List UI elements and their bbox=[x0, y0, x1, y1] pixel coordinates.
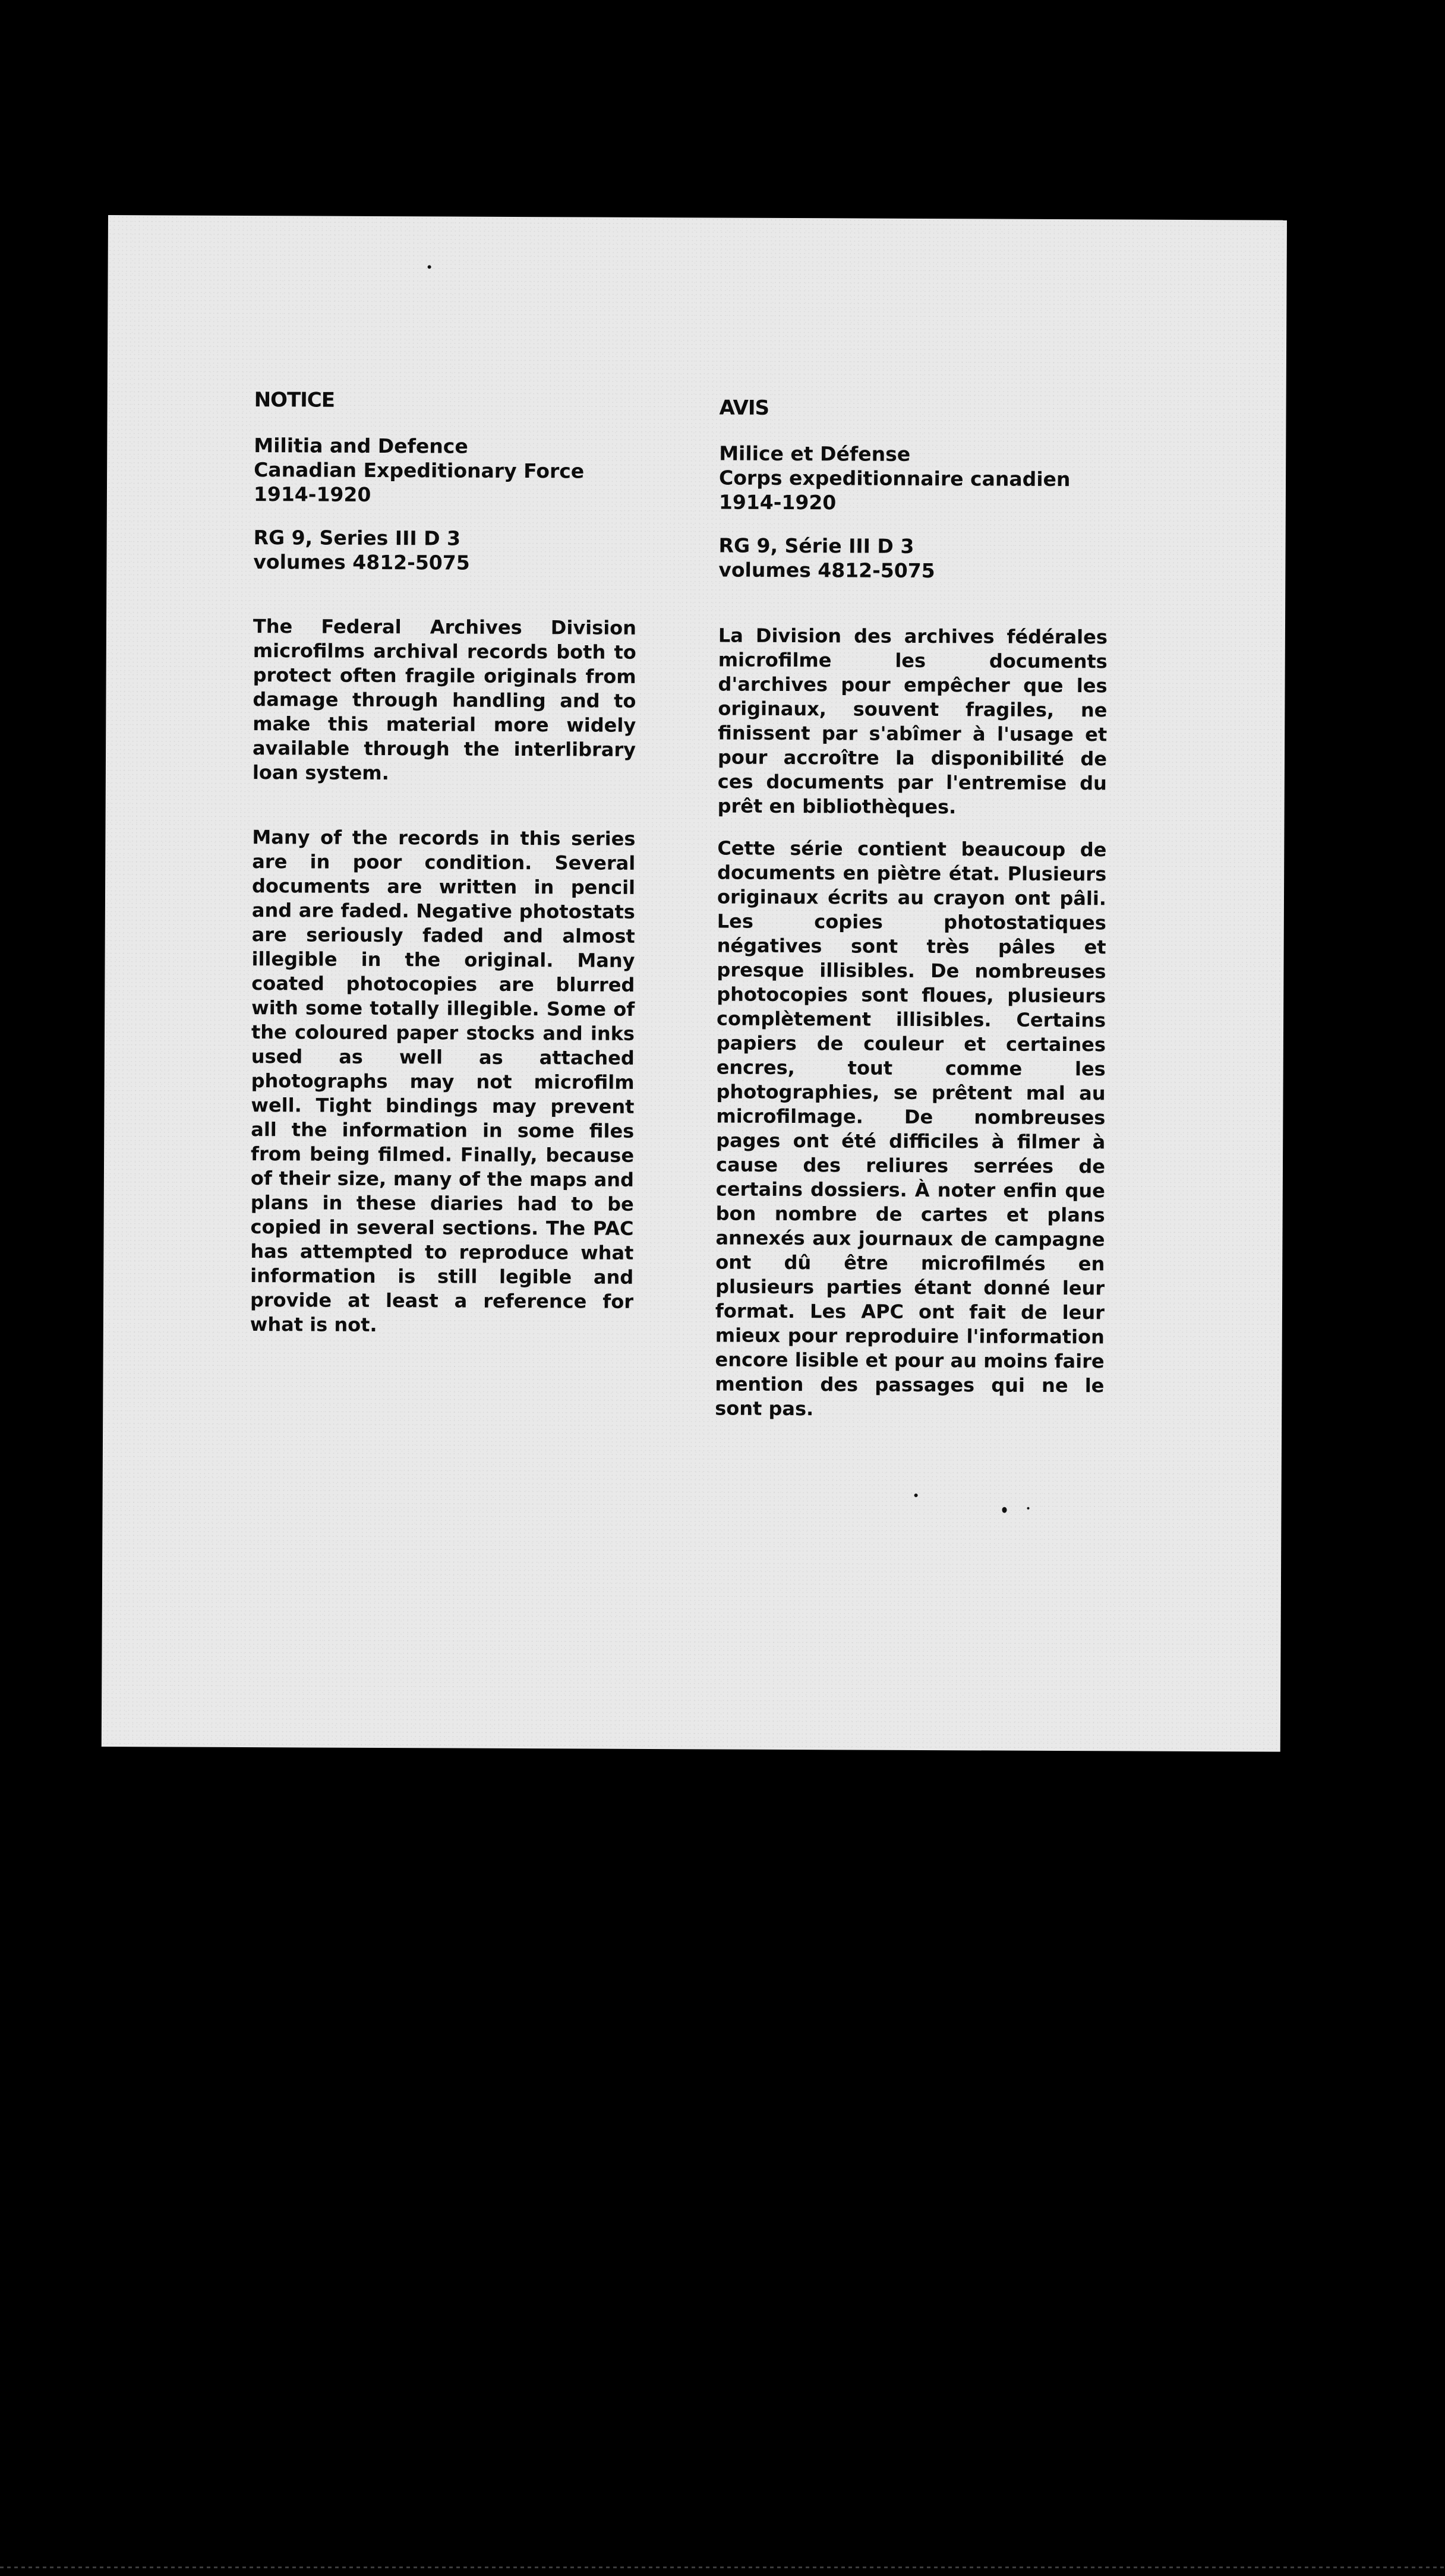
avis-title-block bbox=[719, 441, 1109, 516]
avis-title-line: 1914-1920 bbox=[718, 490, 837, 514]
notice-title-line: Militia and Defence bbox=[254, 434, 468, 458]
avis-title-line: Milice et Défense bbox=[719, 441, 911, 466]
dust-speck bbox=[428, 265, 431, 269]
avis-paragraph-1: La Division des archives fédérales microfilme les documents d'archives pour empêcher que les originaux, souvent fragiles, ne finissent par s'abîmer à l'usage et pour accroître la disponibilité de ces documents par l'entremise du prêt en bibliothèques. bbox=[717, 624, 1108, 819]
notice-paragraph-1: The Federal Archives Division microfilms archival records both to protect often fragile originals from damage through handling and to make this material more widely available through the interlibrary loan system. bbox=[252, 615, 637, 785]
avis-heading: AVIS bbox=[719, 396, 769, 420]
document-page bbox=[102, 215, 1287, 1752]
notice-reference-line: volumes 4812-5075 bbox=[253, 550, 470, 574]
notice-title-line: 1914-1920 bbox=[253, 482, 371, 506]
avis-reference-line: RG 9, Série III D 3 bbox=[718, 533, 914, 558]
dust-speck bbox=[1027, 1507, 1030, 1510]
notice-title-block bbox=[254, 433, 638, 508]
notice-reference-line: RG 9, Series III D 3 bbox=[253, 526, 461, 550]
notice-paragraph-2: Many of the records in this series are in poor condition. Several documents are written in pencil and are faded. Negative photostats are seriously faded and almost illegible in the original. Many coated photocopies are blurred with some totally illegible. Some of the coloured paper stocks and inks used as well as attached photographs may not microfilm well. Tight bindings may prevent all the information in some files from being filmed. Finally, because of their size, many of the maps and plans in these diaries had to be copied in several sections. The PAC has attempted to reproduce what information is still legible and provide at least a reference for what is not. bbox=[250, 826, 636, 1336]
dust-speck bbox=[914, 1494, 918, 1497]
notice-reference-block bbox=[253, 525, 636, 576]
notice-heading: NOTICE bbox=[254, 388, 335, 412]
avis-title-line: Corps expeditionnaire canadien bbox=[718, 466, 1071, 491]
avis-paragraph-2: Cette série contient beaucoup de documents en piètre état. Plusieurs originaux écrits au crayon ont pâli. Les copies photostatiques négatives sont très pâles et presque illisibles. De nombreuses photocopies sont floues, plusieurs complètement illisibles. Certains papiers de couleur et certaines encres, tout comme les photographies, se prêtent mal au microfilmage. De nombreuses pages ont été difficiles à filmer à cause des reliures serrées de certains dossiers. À noter enfin que bon nombre de cartes et plans annexés aux journaux de campagne ont dû être microfilmés en plusieurs parties étant donné leur format. Les APC ont fait de leur mieux pour reproduire l'information encore lisible et pour au moins faire mention des passages qui ne le sont pas. bbox=[715, 836, 1107, 1420]
frame-edge-line bbox=[0, 2566, 1445, 2568]
avis-column-french bbox=[715, 396, 1109, 1440]
avis-reference-block bbox=[718, 533, 1108, 583]
avis-reference-line: volumes 4812-5075 bbox=[718, 558, 935, 583]
notice-title-line: Canadian Expeditionary Force bbox=[254, 458, 585, 483]
dust-speck bbox=[1002, 1507, 1007, 1513]
notice-column-english bbox=[250, 388, 637, 1379]
